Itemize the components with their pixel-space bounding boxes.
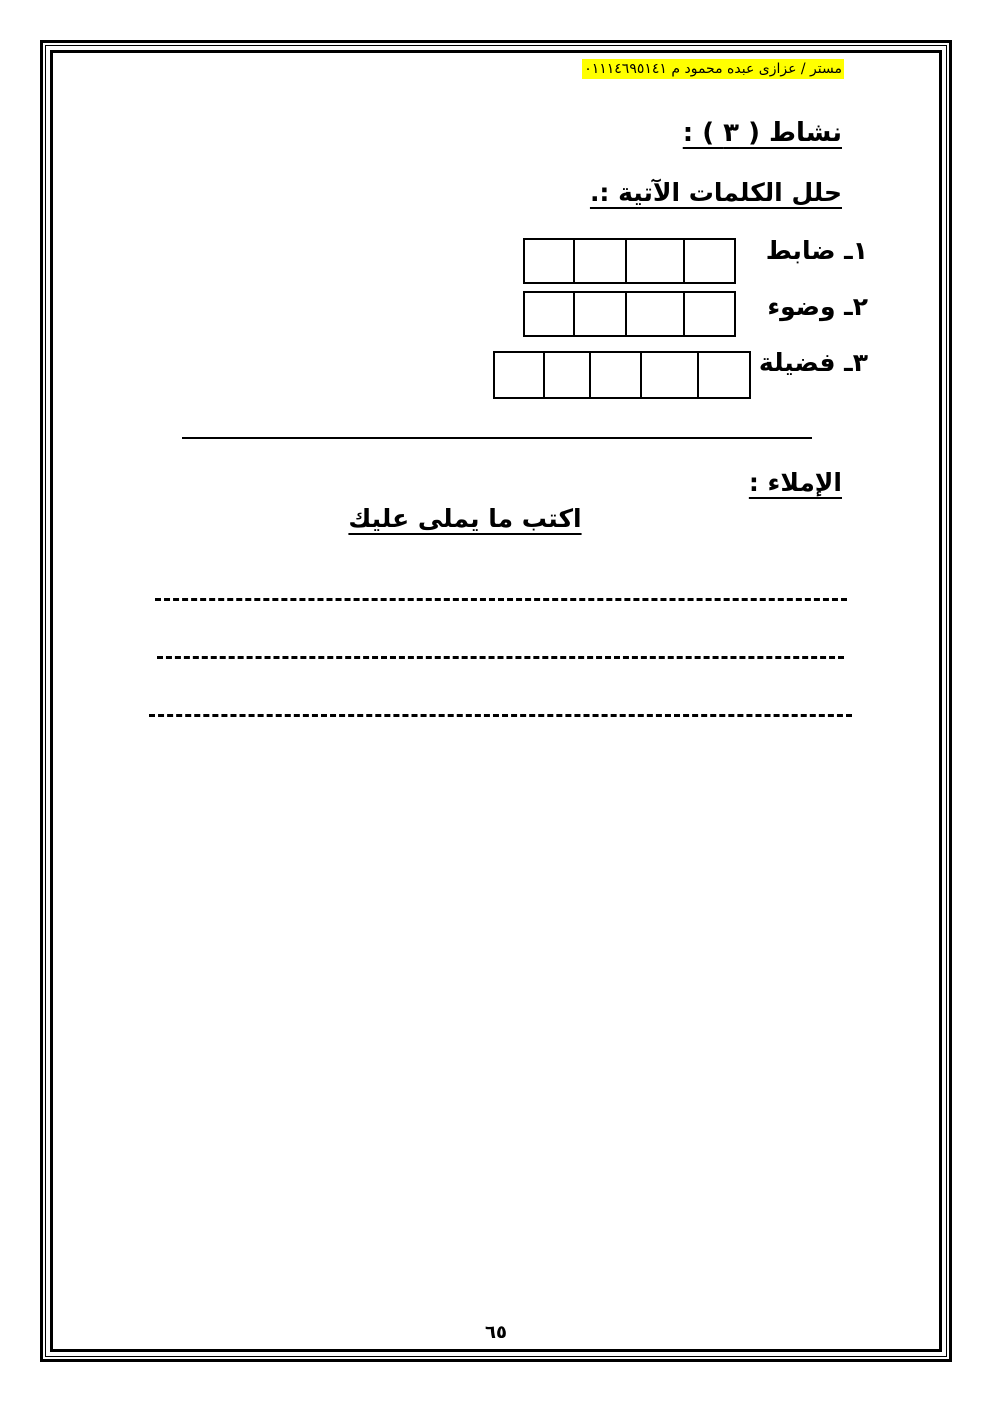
answer-line-1[interactable] <box>155 598 847 601</box>
answer-boxes-2[interactable] <box>523 291 736 337</box>
dictation-instruction: اكتب ما يملى عليك <box>348 504 582 533</box>
letter-box[interactable] <box>589 353 640 397</box>
letter-box[interactable] <box>525 240 573 282</box>
activity-instruction: حلل الكلمات الآتية :. <box>589 178 842 207</box>
letter-box[interactable] <box>495 353 543 397</box>
letter-box[interactable] <box>625 240 683 282</box>
word-item-1: ١ـ ضابط <box>765 236 868 265</box>
teacher-contact-note: مستر / عزازى عبده محمود م ٠١١١٤٦٩٥١٤١ <box>584 61 842 77</box>
letter-box[interactable] <box>525 293 573 335</box>
page-number: ٦٥ <box>485 1322 507 1343</box>
letter-box[interactable] <box>625 293 683 335</box>
letter-box[interactable] <box>543 353 589 397</box>
answer-line-3[interactable] <box>149 714 852 717</box>
section-divider <box>182 437 812 439</box>
word-item-3: ٣ـ فضيلة <box>758 348 868 377</box>
dictation-title: الإملاء : <box>748 468 842 497</box>
letter-box[interactable] <box>683 293 734 335</box>
letter-box[interactable] <box>697 353 749 397</box>
dictation-instruction-wrapper <box>0 504 930 533</box>
letter-box[interactable] <box>683 240 734 282</box>
answer-boxes-3[interactable] <box>493 351 751 399</box>
letter-box[interactable] <box>573 293 625 335</box>
answer-boxes-1[interactable] <box>523 238 736 284</box>
letter-box[interactable] <box>573 240 625 282</box>
answer-line-2[interactable] <box>157 656 844 659</box>
word-item-2: ٢ـ وضوء <box>767 292 868 321</box>
letter-box[interactable] <box>640 353 697 397</box>
activity-title: نشاط ( ٣ ) : <box>682 118 842 148</box>
